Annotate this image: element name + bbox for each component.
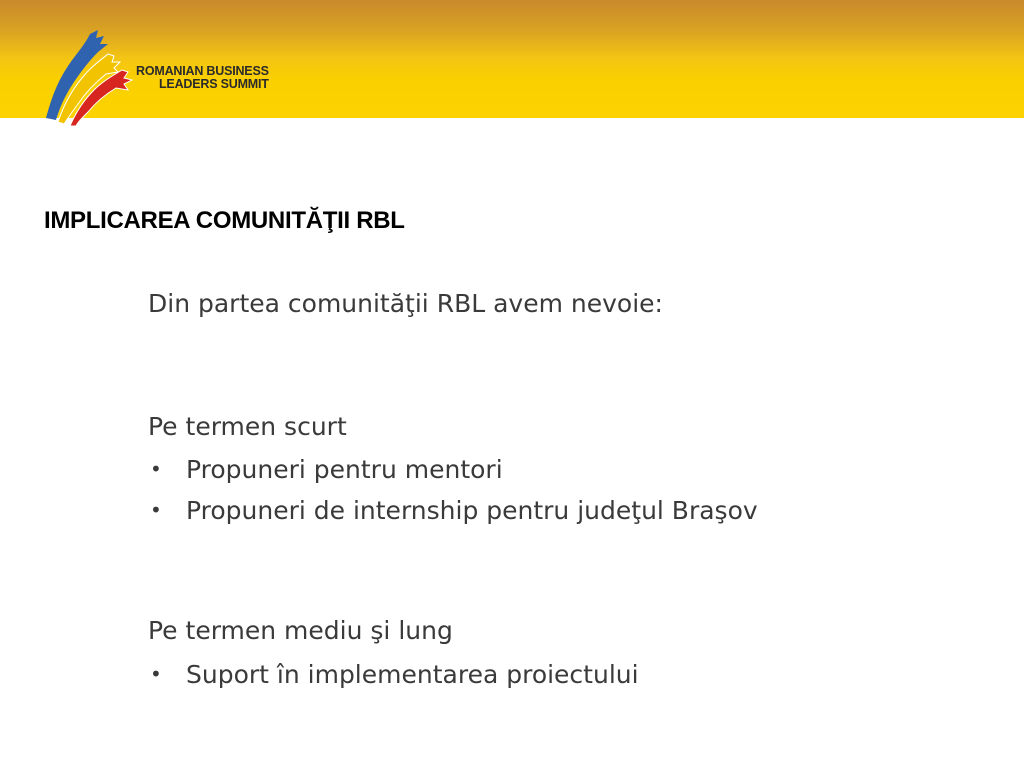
list-item-text: Suport în implementarea proiectului <box>186 660 639 689</box>
intro-text: Din partea comunităţii RBL avem nevoie: <box>148 289 663 318</box>
slide-content <box>148 0 988 768</box>
ribbon-flag-logo-icon <box>38 26 134 126</box>
short-term-heading: Pe termen scurt <box>148 412 347 441</box>
long-term-heading: Pe termen mediu şi lung <box>148 616 453 645</box>
short-term-list <box>148 453 758 535</box>
bullet-icon: • <box>150 662 162 686</box>
bullet-icon: • <box>150 498 162 522</box>
slide-title: IMPLICAREA COMUNITĂŢII RBL <box>44 207 405 234</box>
list-item <box>148 658 639 699</box>
list-item <box>148 453 758 494</box>
list-item <box>148 494 758 535</box>
long-term-list <box>148 658 639 699</box>
logo-text-line2: LEADERS SUMMIT <box>159 77 269 91</box>
list-item-text: Propuneri pentru mentori <box>186 455 503 484</box>
list-item-text: Propuneri de internship pentru judeţul Braşov <box>186 496 758 525</box>
bullet-icon: • <box>150 457 162 481</box>
logo-text-line1: ROMANIAN BUSINESS <box>136 64 269 78</box>
